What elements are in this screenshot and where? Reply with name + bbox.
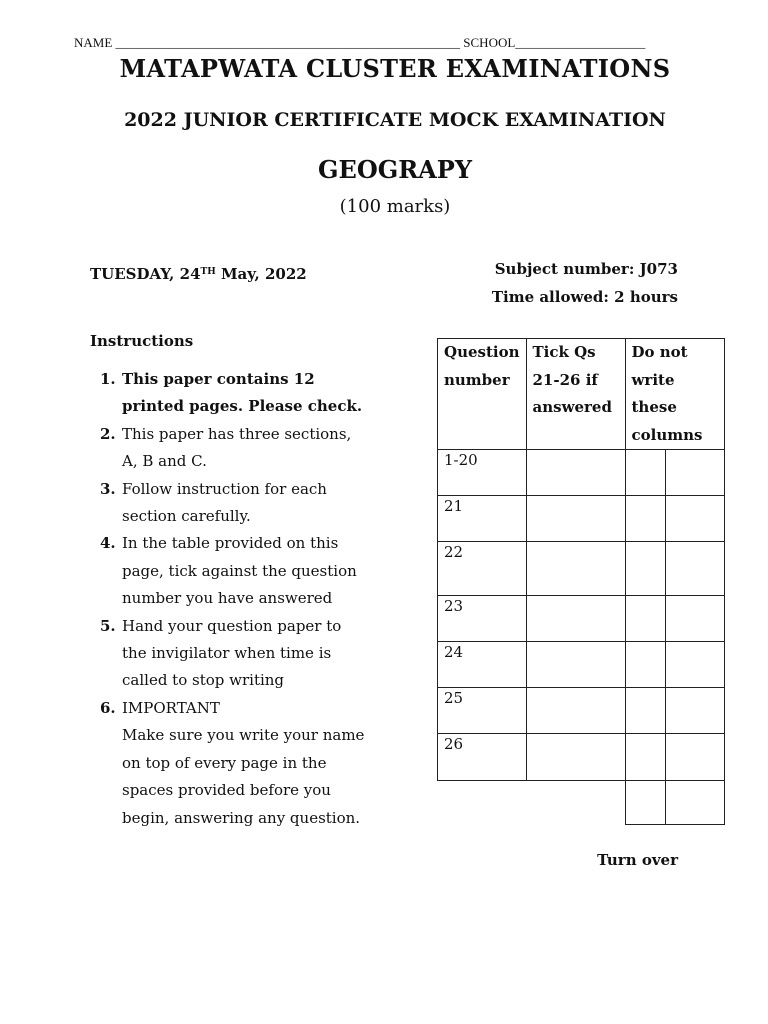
tick-cell[interactable] — [526, 542, 625, 596]
table-header-row — [438, 339, 725, 450]
examiner-cell — [665, 496, 724, 542]
table-row — [438, 596, 725, 642]
instruction-text: In the table provided on this page, tick against the question number you have answered — [122, 534, 357, 608]
table-row — [438, 450, 725, 496]
date-prefix: TUESDAY, 24 — [90, 265, 201, 283]
question-label: 1-20 — [438, 450, 527, 496]
examiner-cell — [625, 542, 665, 596]
instruction-item — [90, 476, 370, 531]
table-row — [438, 734, 725, 781]
question-label: 26 — [438, 734, 527, 781]
tick-cell[interactable] — [526, 596, 625, 642]
examiner-cell — [625, 496, 665, 542]
examiner-cell — [625, 688, 665, 734]
tick-cell[interactable] — [526, 450, 625, 496]
table-row — [438, 688, 725, 734]
examiner-cell — [665, 642, 724, 688]
instruction-number: 6. — [100, 698, 116, 717]
question-label: 24 — [438, 642, 527, 688]
instruction-number: 3. — [100, 479, 116, 498]
instruction-important: IMPORTANT — [122, 698, 220, 717]
tick-cell[interactable] — [526, 734, 625, 781]
examiner-total-cell — [665, 781, 724, 825]
table-row — [438, 642, 725, 688]
instruction-item — [90, 530, 370, 612]
header-tick: Tick Qs 21-26 if answered — [526, 339, 625, 450]
date-ordinal: TH — [200, 267, 216, 277]
blank-cell — [438, 781, 527, 825]
examiner-cell — [625, 734, 665, 781]
subject-info — [492, 255, 678, 311]
cluster-title: MATAPWATA CLUSTER EXAMINATIONS — [119, 54, 671, 83]
examiner-cell — [665, 596, 724, 642]
instruction-number: 1. — [100, 370, 116, 388]
time-allowed: Time allowed: 2 hours — [491, 288, 678, 306]
tick-cell[interactable] — [526, 496, 625, 542]
instruction-number: 4. — [100, 534, 116, 553]
exam-date — [90, 265, 307, 283]
table-row — [438, 542, 725, 596]
table-total-row — [438, 781, 725, 825]
examiner-cell — [625, 642, 665, 688]
instruction-item — [90, 613, 370, 695]
header-question-number: Question number — [438, 339, 527, 450]
exam-title: 2022 JUNIOR CERTIFICATE MOCK EXAMINATION — [124, 109, 666, 131]
instruction-text: Hand your question paper to the invigilator when time is called to stop writing — [122, 616, 342, 690]
instruction-text: Make sure you write your name on top of every page in the spaces provided before you begin, answering any question. — [122, 726, 365, 827]
turn-over: Turn over — [597, 851, 678, 869]
examiner-cell — [665, 688, 724, 734]
subject-number: Subject number: J073 — [494, 260, 678, 278]
name-school-line: NAME _____________________________________________________ SCHOOL____________________ — [74, 35, 646, 50]
subject-title: GEOGRAPY — [318, 155, 472, 184]
examiner-cell — [625, 596, 665, 642]
instruction-text: This paper has three sections, A, B and C. — [122, 424, 352, 471]
date-suffix: May, 2022 — [215, 265, 307, 283]
examiner-cell — [665, 542, 724, 596]
examiner-cell — [625, 450, 665, 496]
question-label: 25 — [438, 688, 527, 734]
instructions-list — [90, 366, 370, 832]
question-label: 23 — [438, 596, 527, 642]
instruction-item — [90, 421, 370, 476]
question-label: 21 — [438, 496, 527, 542]
question-tick-table — [437, 338, 725, 825]
instruction-item — [90, 366, 370, 421]
instruction-text: This paper contains 12 printed pages. Please check. — [122, 370, 363, 416]
instruction-number: 2. — [100, 424, 116, 443]
table-row — [438, 496, 725, 542]
header-do-not-write: Do not write these columns — [625, 339, 724, 450]
tick-cell[interactable] — [526, 642, 625, 688]
instruction-text: Follow instruction for each section carefully. — [122, 479, 327, 526]
examiner-cell — [665, 734, 724, 781]
instructions-heading: Instructions — [90, 332, 194, 350]
tick-cell[interactable] — [526, 688, 625, 734]
total-marks: (100 marks) — [339, 196, 451, 217]
question-label: 22 — [438, 542, 527, 596]
blank-cell — [526, 781, 625, 825]
instruction-item — [90, 695, 370, 832]
instruction-number: 5. — [100, 616, 116, 635]
examiner-cell — [665, 450, 724, 496]
examiner-total-cell — [625, 781, 665, 825]
